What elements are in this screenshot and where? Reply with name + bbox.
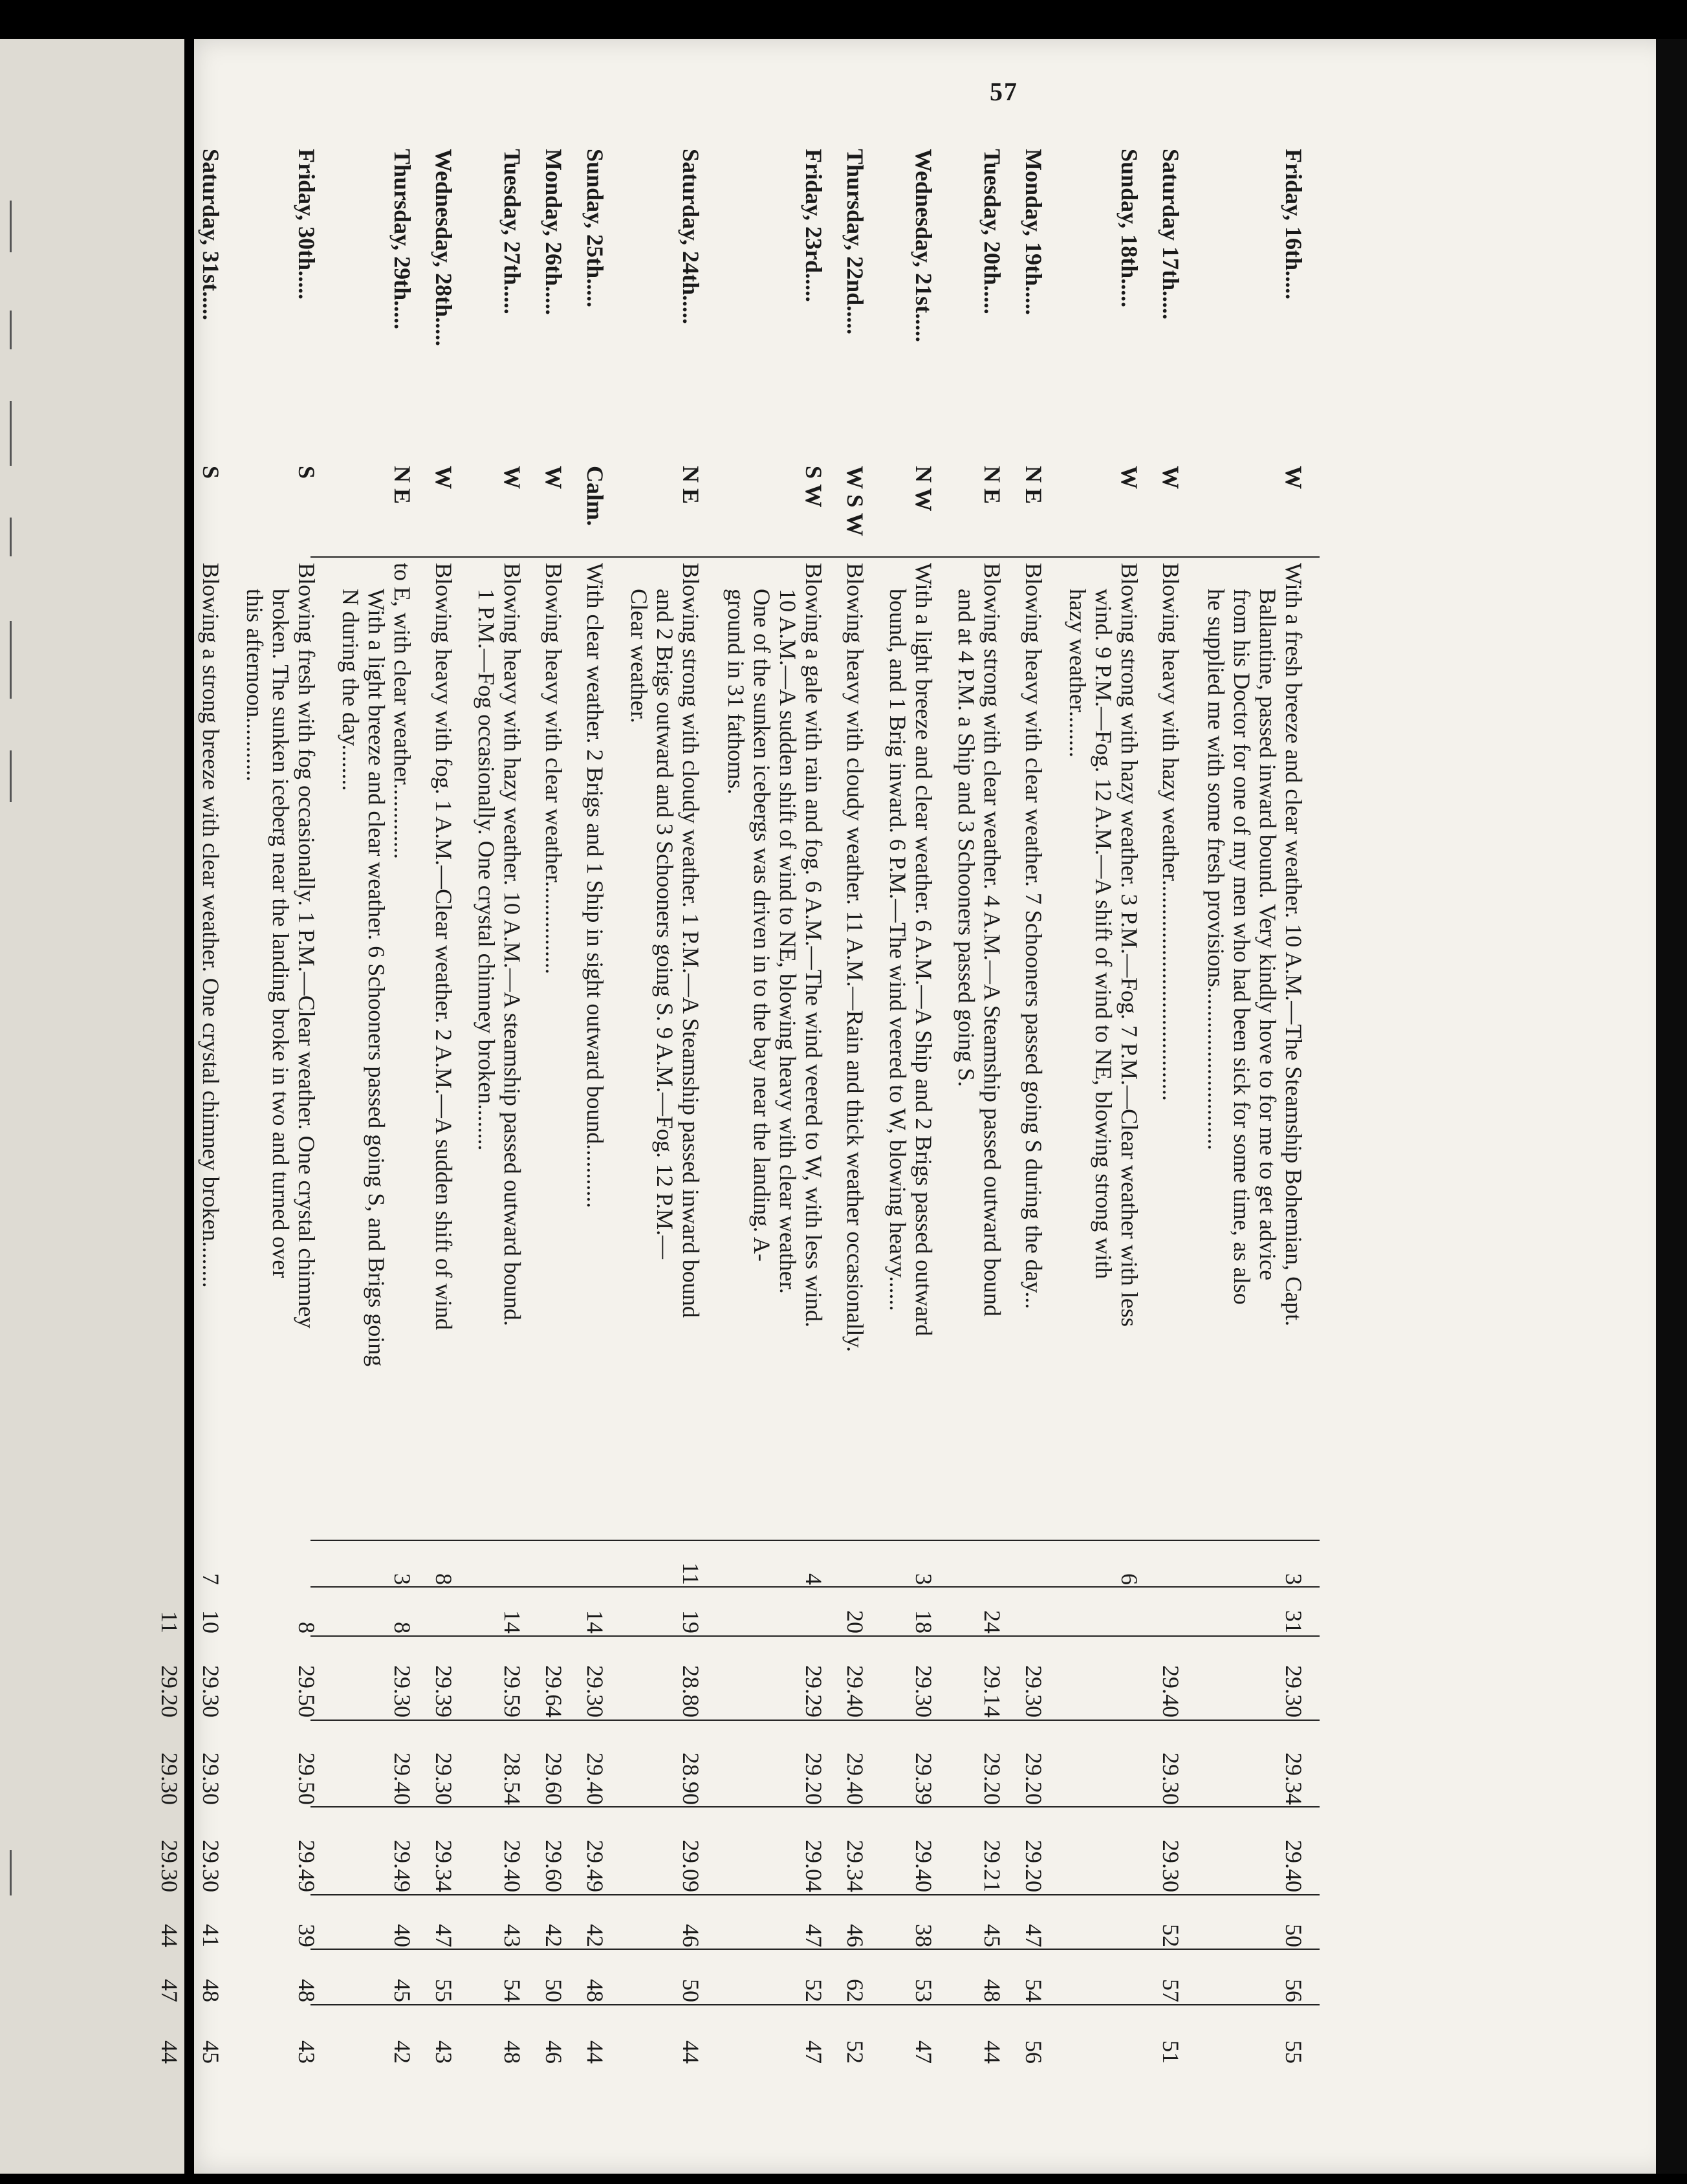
remark-line: Blowing heavy with hazy weather. 10 A.M.—A steamship passed outward bound. (499, 563, 525, 1326)
row-value-c6: 42 (582, 1924, 608, 1947)
column-rule (310, 1540, 1320, 1541)
row-value-c3: 29.40 (1158, 1665, 1184, 1718)
row-value-c3: 29.30 (582, 1665, 608, 1718)
row-value-c6: 52 (1158, 1924, 1184, 1947)
remark-line: and at 4 P.M. a Ship and 3 Schooners passed going S. (953, 589, 979, 1087)
row-value-c5: 29.30 (198, 1840, 224, 1892)
row-value-c8: 52 (842, 2040, 868, 2064)
row-wind-direction: S W (801, 466, 827, 508)
row-wind-direction: W (431, 466, 457, 489)
remark-line: Blowing a gale with rain and fog. 6 A.M.—The wind veered to W, with less wind. (801, 563, 827, 1327)
row-value-c5: 29.40 (911, 1840, 937, 1892)
row-remarks (1065, 563, 1142, 1540)
remark-line: bound, and 1 Brig inward. 6 P.M.—The wind veered to W, blowing heavy...... (885, 589, 911, 1311)
row-value-c6: 46 (678, 1924, 704, 1947)
row-value-c7: 57 (1158, 1979, 1184, 2002)
column-rule (310, 1586, 1320, 1588)
row-value-c6: 42 (541, 1924, 567, 1947)
row-value-c6: 43 (499, 1924, 525, 1947)
row-value-c8: 44 (678, 2040, 704, 2064)
row-remarks (473, 563, 525, 1540)
row-date: Saturday, 31st..... (198, 149, 224, 321)
row-remarks (842, 563, 868, 1540)
row-value-c1: 11 (678, 1562, 704, 1585)
row-date: Thursday, 22nd..... (842, 149, 868, 335)
row-value-c8: 46 (541, 2040, 567, 2064)
row-value-c3: 29.30 (1281, 1665, 1307, 1718)
row-value-c7: 47 (157, 1979, 182, 2002)
remark-line: With clear weather. 2 Brigs and 1 Ship in sight outward bound........... (582, 563, 608, 1208)
row-value-c6: 44 (157, 1924, 182, 1947)
row-value-c7: 54 (499, 1979, 525, 2002)
row-value-c8: 45 (198, 2040, 224, 2064)
row-value-c6: 47 (431, 1924, 457, 1947)
row-value-c8: 47 (911, 2040, 937, 2064)
remark-line: wind. 9 P.M.—Fog. 12 A.M.—A shift of wind to NE, blowing strong with (1091, 589, 1116, 1280)
row-value-c5: 29.20 (1021, 1840, 1047, 1892)
remark-line: Blowing strong with hazy weather. 3 P.M.—Fog. 7 P.M.—Clear weather with less (1116, 563, 1142, 1327)
row-value-c8: 51 (1158, 2040, 1184, 2064)
row-value-c2: 8 (294, 1622, 320, 1633)
remark-line: he supplied me with some fresh provisions............................ (1203, 589, 1229, 1150)
row-date: Monday, 26th..... (541, 149, 567, 316)
row-value-c8: 44 (979, 2040, 1005, 2064)
row-value-c4: 29.40 (582, 1753, 608, 1805)
row-value-c7: 48 (294, 1979, 320, 2002)
row-remarks (1203, 563, 1307, 1540)
row-value-c5: 29.30 (1158, 1840, 1184, 1892)
row-remarks (626, 563, 704, 1540)
row-date: Tuesday, 20th..... (979, 149, 1005, 314)
row-value-c3: 29.64 (541, 1665, 567, 1718)
row-value-c4: 29.30 (198, 1753, 224, 1805)
row-value-c5: 29.40 (1281, 1840, 1307, 1892)
column-rule (310, 1949, 1320, 1950)
column-rule (310, 1894, 1320, 1895)
remark-line: With a light breeze and clear weather. 6 A.M.—A Ship and 2 Brigs passed outward (911, 563, 937, 1337)
row-value-c5: 29.49 (389, 1840, 415, 1892)
column-rule (310, 556, 1320, 558)
row-value-c4: 29.20 (801, 1753, 827, 1805)
row-remarks (338, 563, 415, 1540)
row-wind-direction: W S W (842, 466, 868, 536)
remark-line: to E, with clear weather............. (389, 563, 415, 859)
row-value-c7: 48 (979, 1979, 1005, 2002)
row-date: Sunday, 18th..... (1116, 149, 1142, 308)
column-rule (310, 2004, 1320, 2005)
remark-line: hazy weather........ (1065, 589, 1091, 758)
remark-line: Blowing strong with cloudy weather. 1 P.M.—A Steamship passed inward bound (678, 563, 704, 1318)
row-value-c3: 29.30 (198, 1665, 224, 1718)
row-wind-direction: W (1281, 466, 1307, 489)
row-value-c8: 44 (157, 2040, 182, 2064)
remark-line: Blowing heavy with clear weather................ (541, 563, 567, 974)
row-value-c5: 29.49 (582, 1840, 608, 1892)
row-date: Wednesday, 21st..... (911, 149, 937, 343)
row-wind-direction: N E (1021, 466, 1047, 505)
row-date: Sunday, 25th..... (582, 149, 608, 308)
row-value-c6: 47 (1021, 1924, 1047, 1947)
row-value-c5: 29.30 (157, 1840, 182, 1892)
remark-line: 10 A.M.—A sudden shift of wind to NE, blowing heavy with clear weather. (775, 589, 801, 1294)
row-remarks (431, 563, 457, 1540)
row-value-c6: 39 (294, 1924, 320, 1947)
remark-line: With a light breeze and clear weather. 6 Schooners passed going S, and Brigs going (364, 589, 389, 1367)
row-value-c3: 29.30 (389, 1665, 415, 1718)
row-value-c6: 38 (911, 1924, 937, 1947)
row-value-c4: 29.30 (157, 1753, 182, 1805)
row-value-c6: 46 (842, 1924, 868, 1947)
row-value-c5: 29.49 (294, 1840, 320, 1892)
row-value-c6: 41 (198, 1924, 224, 1947)
row-value-c4: 29.50 (294, 1753, 320, 1805)
row-value-c3: 29.30 (911, 1665, 937, 1718)
row-value-c5: 29.34 (842, 1840, 868, 1892)
row-value-c2: 31 (1281, 1610, 1307, 1633)
remark-line: One of the sunken icebergs was driven in to the bay near the landing. A- (749, 589, 775, 1262)
row-value-c7: 50 (541, 1979, 567, 2002)
row-date: Saturday, 24th..... (678, 149, 704, 325)
row-value-c7: 50 (678, 1979, 704, 2002)
row-value-c6: 40 (389, 1924, 415, 1947)
row-date: Friday, 16th..... (1281, 149, 1307, 300)
row-value-c6: 47 (801, 1924, 827, 1947)
remark-line: Blowing a strong breeze with clear weather. One crystal chimney broken........ (198, 563, 224, 1288)
row-value-c7: 56 (1281, 1979, 1307, 2002)
row-value-c2: 14 (582, 1610, 608, 1633)
row-date: Monday, 19th..... (1021, 149, 1047, 316)
row-remarks (198, 563, 224, 1540)
row-wind-direction: S (198, 466, 224, 479)
remark-line: ground in 31 fathoms. (723, 589, 749, 794)
row-wind-direction: W (1116, 466, 1142, 489)
remark-line: Blowing heavy with hazy weather...................................... (1158, 563, 1184, 1101)
remark-line: and 2 Brigs outward and 3 Schooners going S. 9 A.M.—Fog. 12 P.M.— (652, 589, 678, 1260)
row-value-c1: 8 (431, 1573, 457, 1585)
row-value-c7: 45 (389, 1979, 415, 2002)
row-value-c8: 43 (431, 2040, 457, 2064)
row-value-c3: 29.29 (801, 1665, 827, 1718)
row-value-c4: 29.20 (979, 1753, 1005, 1805)
row-value-c7: 52 (801, 1979, 827, 2002)
row-value-c7: 48 (198, 1979, 224, 2002)
row-value-c4: 29.34 (1281, 1753, 1307, 1805)
remark-line: N during the day........ (338, 589, 364, 791)
row-value-c8: 47 (801, 2040, 827, 2064)
row-wind-direction: W (499, 466, 525, 489)
row-value-c3: 29.30 (1021, 1665, 1047, 1718)
remark-line: from his Doctor for one of my men who had been sick for some time, as also (1229, 589, 1255, 1305)
row-value-c3: 28.80 (678, 1665, 704, 1718)
row-remarks (723, 563, 827, 1540)
row-value-c4: 29.30 (431, 1753, 457, 1805)
row-value-c4: 28.54 (499, 1753, 525, 1805)
row-value-c3: 29.14 (979, 1665, 1005, 1718)
column-rule (310, 1720, 1320, 1721)
row-value-c8: 42 (389, 2040, 415, 2064)
row-value-c4: 28.90 (678, 1753, 704, 1805)
row-value-c7: 53 (911, 1979, 937, 2002)
row-value-c2: 20 (842, 1610, 868, 1633)
row-remarks (885, 563, 937, 1540)
row-value-c4: 29.60 (541, 1753, 567, 1805)
column-rule (310, 1806, 1320, 1807)
row-value-c7: 55 (431, 1979, 457, 2002)
row-value-c8: 55 (1281, 2040, 1307, 2064)
row-value-c2: 18 (911, 1610, 937, 1633)
row-value-c4: 29.20 (1021, 1753, 1047, 1805)
row-value-c2: 24 (979, 1610, 1005, 1633)
row-value-c4: 29.40 (389, 1753, 415, 1805)
remark-line: With a fresh breeze and clear weather. 10 A.M.—The Steamship Bohemian, Capt. (1281, 563, 1307, 1327)
row-value-c4: 29.30 (1158, 1753, 1184, 1805)
row-value-c8: 44 (582, 2040, 608, 2064)
remark-line: Blowing strong with clear weather. 4 A.M.—A Steamship passed outward bound (979, 563, 1005, 1316)
remark-line: Blowing heavy with cloudy weather. 11 A.M.—Rain and thick weather occasionally. (842, 563, 868, 1353)
row-remarks (953, 563, 1005, 1540)
row-value-c3: 29.20 (157, 1665, 182, 1718)
remark-line: Blowing fresh with fog occasionally. 1 P.M.—Clear weather. One crystal chimney (294, 563, 320, 1329)
remark-line: 1 P.M.—Fog occasionally. One crystal chimney broken........ (473, 589, 499, 1151)
row-value-c1: 3 (1281, 1573, 1307, 1585)
row-value-c7: 54 (1021, 1979, 1047, 2002)
row-value-c8: 43 (294, 2040, 320, 2064)
remark-line: broken. The sunken iceberg near the landing broke in two and turned over (268, 589, 294, 1278)
row-value-c1: 3 (911, 1573, 937, 1585)
row-value-c1: 4 (801, 1573, 827, 1585)
row-value-c5: 29.09 (678, 1840, 704, 1892)
row-wind-direction: S (294, 466, 320, 479)
row-wind-direction: Calm. (582, 466, 608, 526)
row-value-c4: 29.40 (842, 1753, 868, 1805)
row-remarks (1158, 563, 1184, 1540)
page-edge-shadow (1656, 39, 1687, 2174)
row-value-c3: 29.40 (842, 1665, 868, 1718)
row-value-c8: 56 (1021, 2040, 1047, 2064)
row-value-c5: 29.21 (979, 1840, 1005, 1892)
remark-line: Blowing heavy with fog. 1 A.M.—Clear weather. 2 A.M.—A sudden shift of wind (431, 563, 457, 1330)
weather-log-table-rotated (157, 149, 1320, 2064)
row-value-c2: 10 (198, 1610, 224, 1633)
row-value-c2: 8 (389, 1622, 415, 1633)
row-value-c4: 29.39 (911, 1753, 937, 1805)
page-number: 57 (990, 77, 1018, 106)
row-remarks (582, 563, 608, 1540)
row-value-c2: 14 (499, 1610, 525, 1633)
row-remarks (1021, 563, 1047, 1540)
row-wind-direction: W (1158, 466, 1184, 489)
row-value-c5: 29.40 (499, 1840, 525, 1892)
column-rule (310, 1635, 1320, 1637)
remark-line: Blowing heavy with clear weather. 7 Schooners passed going S during the day... (1021, 563, 1047, 1309)
row-date: Friday, 23rd..... (801, 149, 827, 303)
row-value-c5: 29.34 (431, 1840, 457, 1892)
row-value-c3: 29.39 (431, 1665, 457, 1718)
row-date: Wednesday, 28th..... (431, 149, 457, 347)
row-remarks (242, 563, 320, 1540)
row-wind-direction: N W (911, 466, 937, 512)
row-value-c6: 50 (1281, 1924, 1307, 1947)
row-value-c3: 29.50 (294, 1665, 320, 1718)
row-wind-direction: N E (979, 466, 1005, 505)
row-wind-direction: N E (389, 466, 415, 505)
row-value-c1: 3 (389, 1573, 415, 1585)
row-date: Thursday, 29th..... (389, 149, 415, 330)
row-value-c7: 62 (842, 1979, 868, 2002)
row-date: Saturday 17th..... (1158, 149, 1184, 320)
row-value-c2: 19 (678, 1610, 704, 1633)
row-value-c8: 48 (499, 2040, 525, 2064)
row-value-c5: 29.60 (541, 1840, 567, 1892)
row-value-c7: 48 (582, 1979, 608, 2002)
remark-line: Ballantine, passed inward bound. Very kindly hove to for me to get advice (1255, 589, 1281, 1281)
weather-log-table (157, 149, 1320, 2064)
row-wind-direction: N E (678, 466, 704, 505)
row-value-c1: 7 (198, 1573, 224, 1585)
row-value-c3: 29.59 (499, 1665, 525, 1718)
row-date: Friday, 30th..... (294, 149, 320, 300)
remark-line: Clear weather. (626, 589, 652, 723)
row-value-c2: 11 (157, 1611, 182, 1633)
row-wind-direction: W (541, 466, 567, 489)
remark-line: this afternoon........... (242, 589, 268, 781)
row-remarks (541, 563, 567, 1540)
row-value-c1: 6 (1116, 1573, 1142, 1585)
row-value-c5: 29.04 (801, 1840, 827, 1892)
row-value-c6: 45 (979, 1924, 1005, 1947)
row-date: Tuesday, 27th..... (499, 149, 525, 314)
